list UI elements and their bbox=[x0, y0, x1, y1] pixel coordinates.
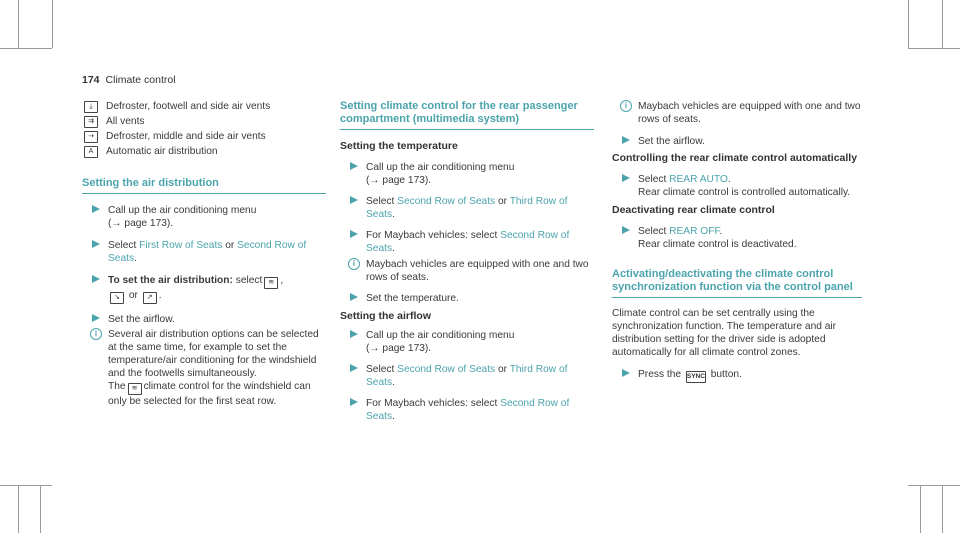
step-arrow-icon bbox=[92, 275, 100, 283]
crop-mark bbox=[908, 485, 960, 486]
note: i Several air distribution options can be selected at the same time, for example to set the temperature/air conditioning for the windshield and the footwells simultaneously. The ≋ climate control for the windshield can only be selected for the first seat row. bbox=[82, 328, 326, 408]
step: Select Second Row of Seats or Third Row of Seats. bbox=[340, 195, 594, 221]
paragraph: Climate control can be set centrally using the synchronization function. The temperature and air distribution setting for the driver side is adopted automatically for all climate control zones. bbox=[612, 308, 837, 358]
legend-item: ⇉ All vents bbox=[82, 115, 326, 130]
step: Call up the air conditioning menu (→ page 173). bbox=[82, 204, 326, 230]
step-arrow-icon bbox=[350, 162, 358, 170]
sync-button-icon: SYNC bbox=[686, 371, 706, 383]
info-icon: i bbox=[620, 100, 632, 112]
menu-link-second-row[interactable]: Second Row of Seats bbox=[366, 398, 570, 422]
menu-link-second-row[interactable]: Second Row of Seats bbox=[366, 230, 570, 254]
legend-item: A Automatic air distribution bbox=[82, 145, 326, 160]
all-vents-icon: ⇉ bbox=[84, 116, 98, 128]
step-arrow-icon bbox=[92, 314, 100, 322]
defrost-middle-side-icon: ⇢ bbox=[84, 131, 98, 143]
step: Select REAR AUTO. Rear climate control is controlled automatically. bbox=[612, 173, 862, 199]
section-heading: Setting climate control for the rear passenger compartment (multimedia system) bbox=[340, 100, 594, 130]
defrost-icon: ≋ bbox=[264, 277, 278, 289]
legend-item: ⇢ Defroster, middle and side air vents bbox=[82, 130, 326, 145]
note: i Maybach vehicles are equipped with one and two rows of seats. bbox=[340, 258, 594, 284]
step: Press the SYNC button. bbox=[612, 368, 862, 383]
step-arrow-icon bbox=[92, 205, 100, 213]
crop-mark bbox=[920, 485, 921, 533]
step-arrow-icon bbox=[350, 196, 358, 204]
step-arrow-icon bbox=[622, 369, 630, 377]
menu-link-third-row[interactable]: Third Row of Seats bbox=[366, 364, 568, 388]
auto-distribution-icon: A bbox=[84, 146, 98, 158]
subheading: Setting the airflow bbox=[340, 310, 432, 322]
menu-link-second-row[interactable]: Second Row of Seats bbox=[108, 240, 307, 264]
step-arrow-icon bbox=[350, 230, 358, 238]
middle-vent-icon: ↗ bbox=[143, 292, 157, 304]
column-3 bbox=[612, 100, 862, 383]
step-arrow-icon bbox=[350, 330, 358, 338]
subheading: Deactivating rear climate control bbox=[612, 204, 775, 216]
menu-link-rear-auto[interactable]: REAR AUTO bbox=[669, 174, 728, 185]
step: Select First Row of Seats or Second Row of Seats. bbox=[82, 239, 326, 265]
section-title: Climate control bbox=[105, 74, 176, 86]
step-arrow-icon bbox=[92, 240, 100, 248]
step: Select REAR OFF. Rear climate control is deactivated. bbox=[612, 225, 862, 251]
note: i Maybach vehicles are equipped with one and two rows of seats. bbox=[612, 100, 862, 126]
step-arrow-icon bbox=[622, 174, 630, 182]
page-header bbox=[82, 74, 176, 86]
footwell-icon: ↘ bbox=[110, 292, 124, 304]
step-arrow-icon bbox=[350, 293, 358, 301]
crop-mark bbox=[0, 485, 52, 486]
subheading: Controlling the rear climate control automatically bbox=[612, 152, 858, 164]
crop-mark bbox=[942, 485, 943, 533]
defrost-icon: ≋ bbox=[128, 383, 142, 395]
menu-link-second-row[interactable]: Second Row of Seats bbox=[397, 196, 496, 207]
crop-mark bbox=[908, 48, 960, 49]
step: Set the airflow. bbox=[612, 135, 862, 148]
step-arrow-icon bbox=[622, 136, 630, 144]
menu-link-rear-off[interactable]: REAR OFF bbox=[669, 226, 720, 237]
step: For Maybach vehicles: select Second Row of Seats. bbox=[340, 229, 594, 255]
info-icon: i bbox=[348, 258, 360, 270]
crop-mark bbox=[18, 0, 19, 48]
step-arrow-icon bbox=[622, 226, 630, 234]
crop-mark bbox=[18, 485, 19, 533]
menu-link-second-row[interactable]: Second Row of Seats bbox=[397, 364, 496, 375]
step: Select Second Row of Seats or Third Row of Seats. bbox=[340, 363, 594, 389]
step: To set the air distribution: select ≋ , ↘ or ↗ . bbox=[82, 274, 326, 304]
crop-mark bbox=[908, 0, 909, 48]
step-arrow-icon bbox=[350, 398, 358, 406]
crop-mark bbox=[0, 48, 52, 49]
legend-item: ⤓ Defroster, footwell and side air vents bbox=[82, 100, 326, 115]
crop-mark bbox=[40, 485, 41, 533]
step: For Maybach vehicles: select Second Row of Seats. bbox=[340, 397, 594, 423]
step-arrow-icon bbox=[350, 364, 358, 372]
step: Set the airflow. bbox=[82, 313, 326, 326]
step: Call up the air conditioning menu (→ page 173). bbox=[340, 329, 594, 355]
column-2 bbox=[340, 100, 594, 423]
info-icon: i bbox=[90, 328, 102, 340]
menu-link-third-row[interactable]: Third Row of Seats bbox=[366, 196, 568, 220]
subheading: Setting the temperature bbox=[340, 140, 458, 152]
section-heading: Setting the air distribution bbox=[82, 177, 326, 194]
step: Set the temperature. bbox=[340, 292, 594, 305]
menu-link-first-row[interactable]: First Row of Seats bbox=[139, 240, 223, 251]
section-heading: Activating/deactivating the climate control synchronization function via the control panel bbox=[612, 268, 862, 298]
defrost-footwell-side-icon: ⤓ bbox=[84, 101, 98, 113]
step: Call up the air conditioning menu (→ page 173). bbox=[340, 161, 594, 187]
crop-mark bbox=[942, 0, 943, 48]
crop-mark bbox=[52, 0, 53, 48]
column-1 bbox=[82, 100, 326, 408]
page-number: 174 bbox=[82, 74, 100, 86]
